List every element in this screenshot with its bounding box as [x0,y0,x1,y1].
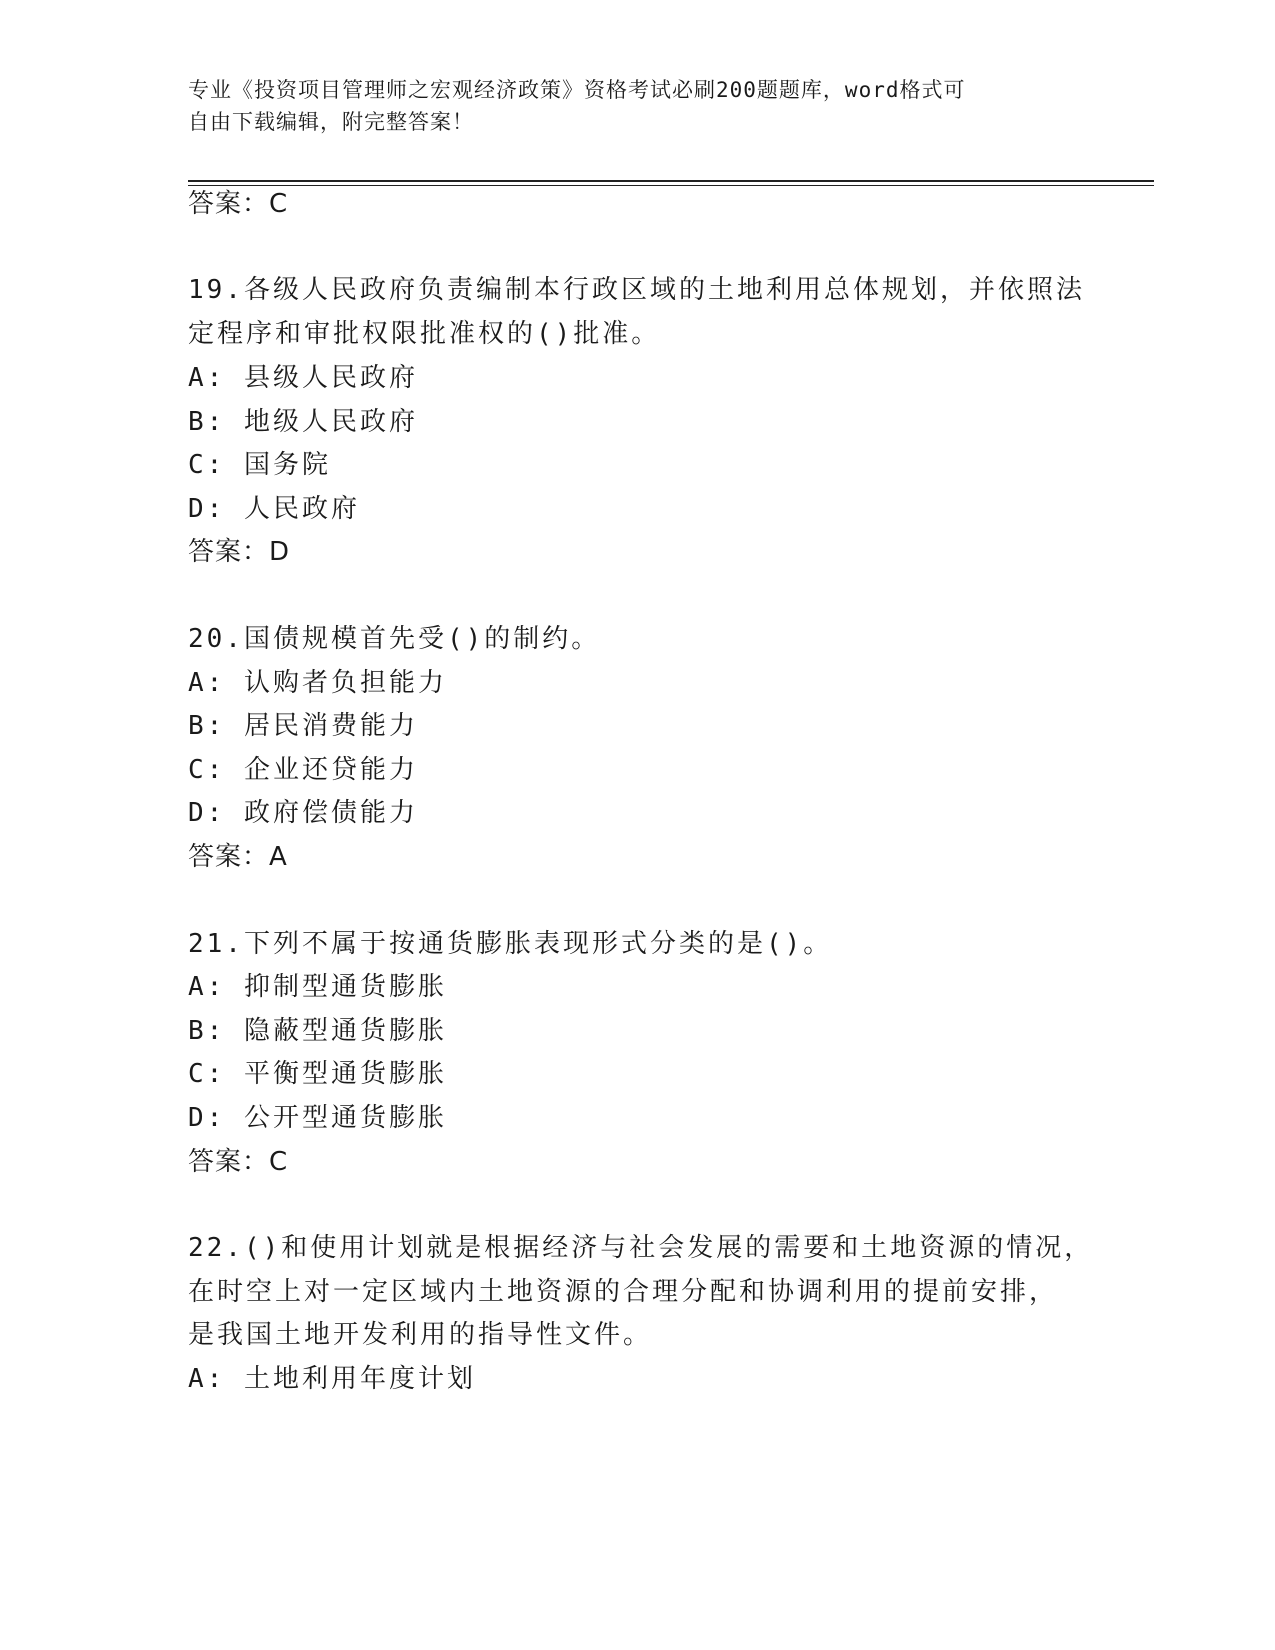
question-21-option-d: D: 公开型通货膨胀 [188,1103,447,1133]
question-20-option-a: A: 认购者负担能力 [188,668,447,698]
header-line-2: 自由下载编辑，附完整答案！ [188,110,474,134]
question-21-option-c: C: 平衡型通货膨胀 [188,1059,447,1089]
question-22-option-a: A: 土地利用年度计划 [188,1364,476,1394]
question-19-option-a: A: 县级人民政府 [188,363,418,393]
question-21-option-b: B: 隐蔽型通货膨胀 [188,1016,447,1046]
header-divider [188,180,1154,182]
document-header [188,74,1088,138]
question-20-option-c: C: 企业还贷能力 [188,755,418,785]
question-20-option-d: D: 政府偿债能力 [188,798,418,828]
question-19-text-cont: 定程序和审批权限批准权的()批准。 [188,319,661,349]
question-19-option-c: C: 国务院 [188,450,331,480]
question-21-option-a: A: 抑制型通货膨胀 [188,972,447,1002]
question-22-text: 22.()和使用计划就是根据经济与社会发展的需要和土地资源的情况， [188,1233,1094,1263]
question-20-text: 20.国债规模首先受()的制约。 [188,624,601,654]
answer-21: 答案：C [188,1147,289,1177]
header-line-1: 专业《投资项目管理师之宏观经济政策》资格考试必刷200题题库，word格式可 [188,78,966,102]
header-divider-thin [188,185,1154,186]
answer-20: 答案：A [188,842,288,872]
question-22-text-cont: 在时空上对一定区域内土地资源的合理分配和协调利用的提前安排， [188,1277,1059,1307]
question-19-text: 19.各级人民政府负责编制本行政区域的土地利用总体规划，并依照法 [188,275,1085,305]
question-19-option-d: D: 人民政府 [188,494,360,524]
question-22-text-cont-2: 是我国土地开发利用的指导性文件。 [188,1320,653,1350]
question-21-text: 21.下列不属于按通货膨胀表现形式分类的是()。 [188,929,833,959]
answer-18: 答案：C [188,189,289,219]
question-19-option-b: B: 地级人民政府 [188,407,418,437]
question-20-option-b: B: 居民消费能力 [188,711,418,741]
answer-19: 答案：D [188,537,291,567]
